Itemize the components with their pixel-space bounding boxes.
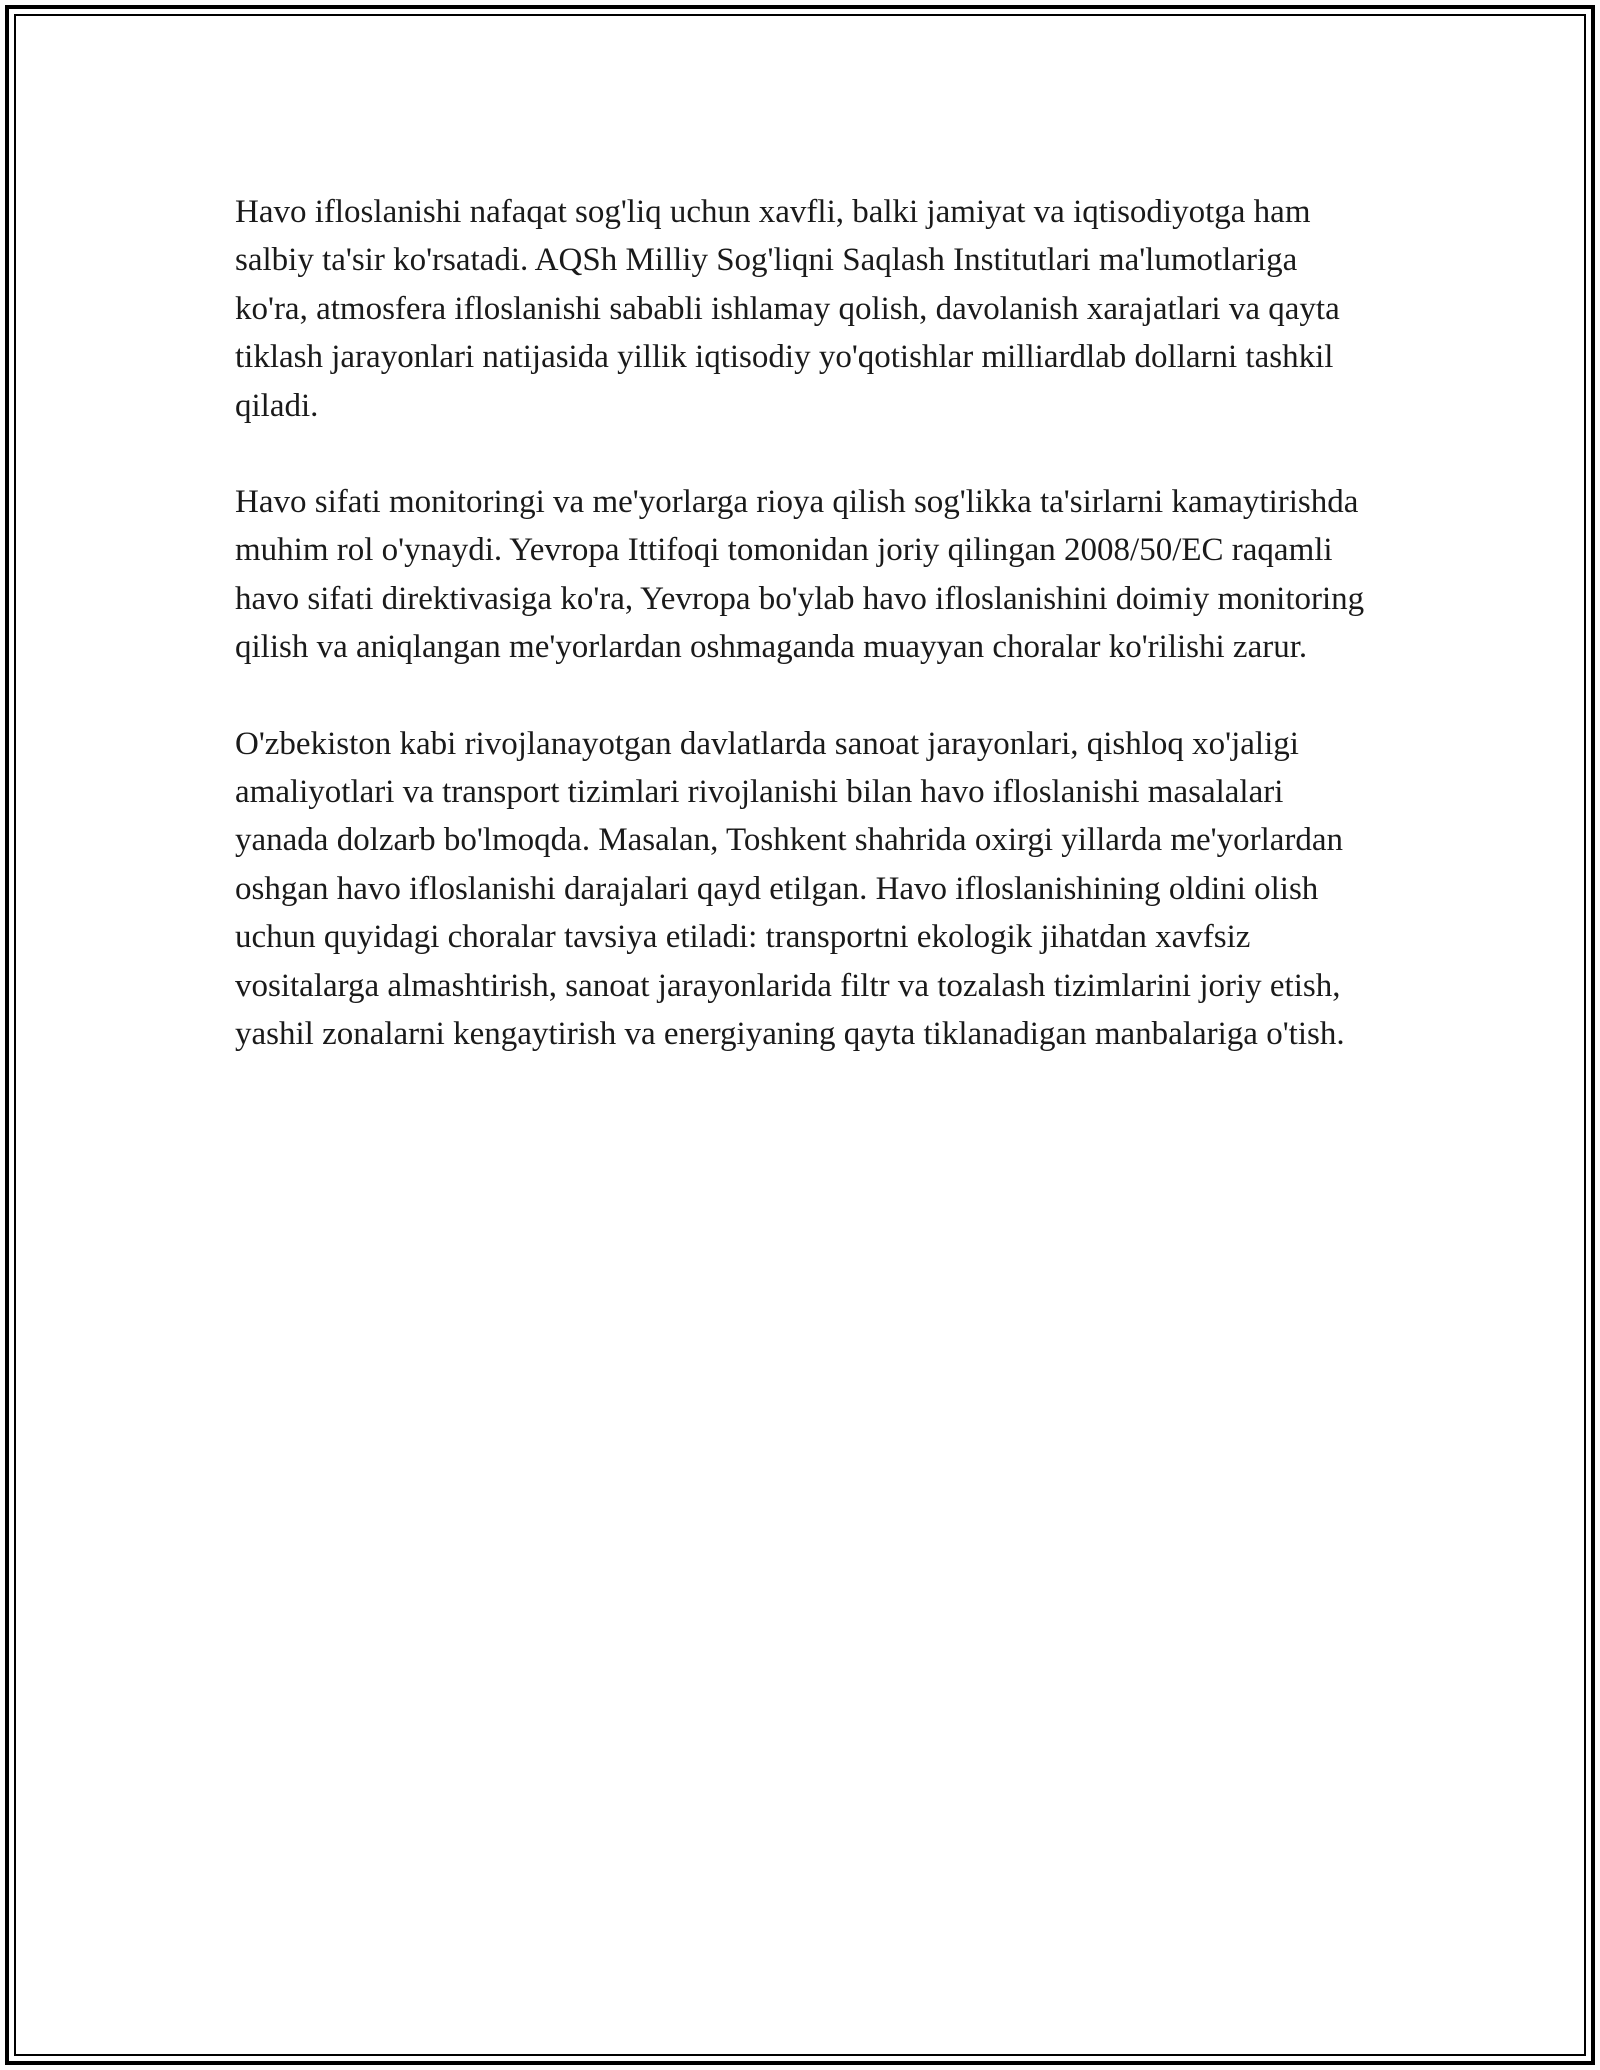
paragraph-2: Havo sifati monitoringi va me'yorlarga rioya qilish sog'likka ta'sirlarni kamaytirishda muhim rol o'ynaydi. Yevropa Ittifoqi tomonidan joriy qilingan 2008/50/EC raqamli havo sifati direktivasiga ko'ra, Yevropa bo'ylab havo ifloslanishini doimiy monitoring qilish va aniqlangan me'yorlardan oshmaganda muayyan choralar ko'rilishi zarur. [235,484,1365,666]
paragraph-3: O'zbekiston kabi rivojlanayotgan davlatlarda sanoat jarayonlari, qishloq xo'jaligi amaliyotlari va transport tizimlari rivojlanishi bilan havo ifloslanishi masalalari yanada dolzarb bo'lmoqda. Masalan, Toshkent shahrida oxirgi yillarda me'yorlardan oshgan havo ifloslanishi darajalari qayd etilgan. Havo ifloslanishining oldini olish uchun quyidagi choralar tavsiya etiladi: transportni ekologik jihatdan xavfsiz vositalarga almashtirish, sanoat jarayonlarida filtr va tozalash tizimlarini joriy etish, yashil zonalarni kengaytirish va energiyaning qayta tiklanadigan manbalariga o'tish. [235,725,1345,1053]
paragraph-1: Havo ifloslanishi nafaqat sog'liq uchun xavfli, balki jamiyat va iqtisodiyotga ham salbiy ta'sir ko'rsatadi. AQSh Milliy Sog'liqni Saqlash Institutlari ma'lumotlariga ko'ra, atmosfera ifloslanishi sababli ishlamay qolish, davolanish xarajatlari va qayta tiklash jarayonlari natijasida yillik iqtisodiy yo'qotishlar milliardlab dollarni tashkil qiladi. [235,194,1340,424]
document-body [235,188,1375,1107]
